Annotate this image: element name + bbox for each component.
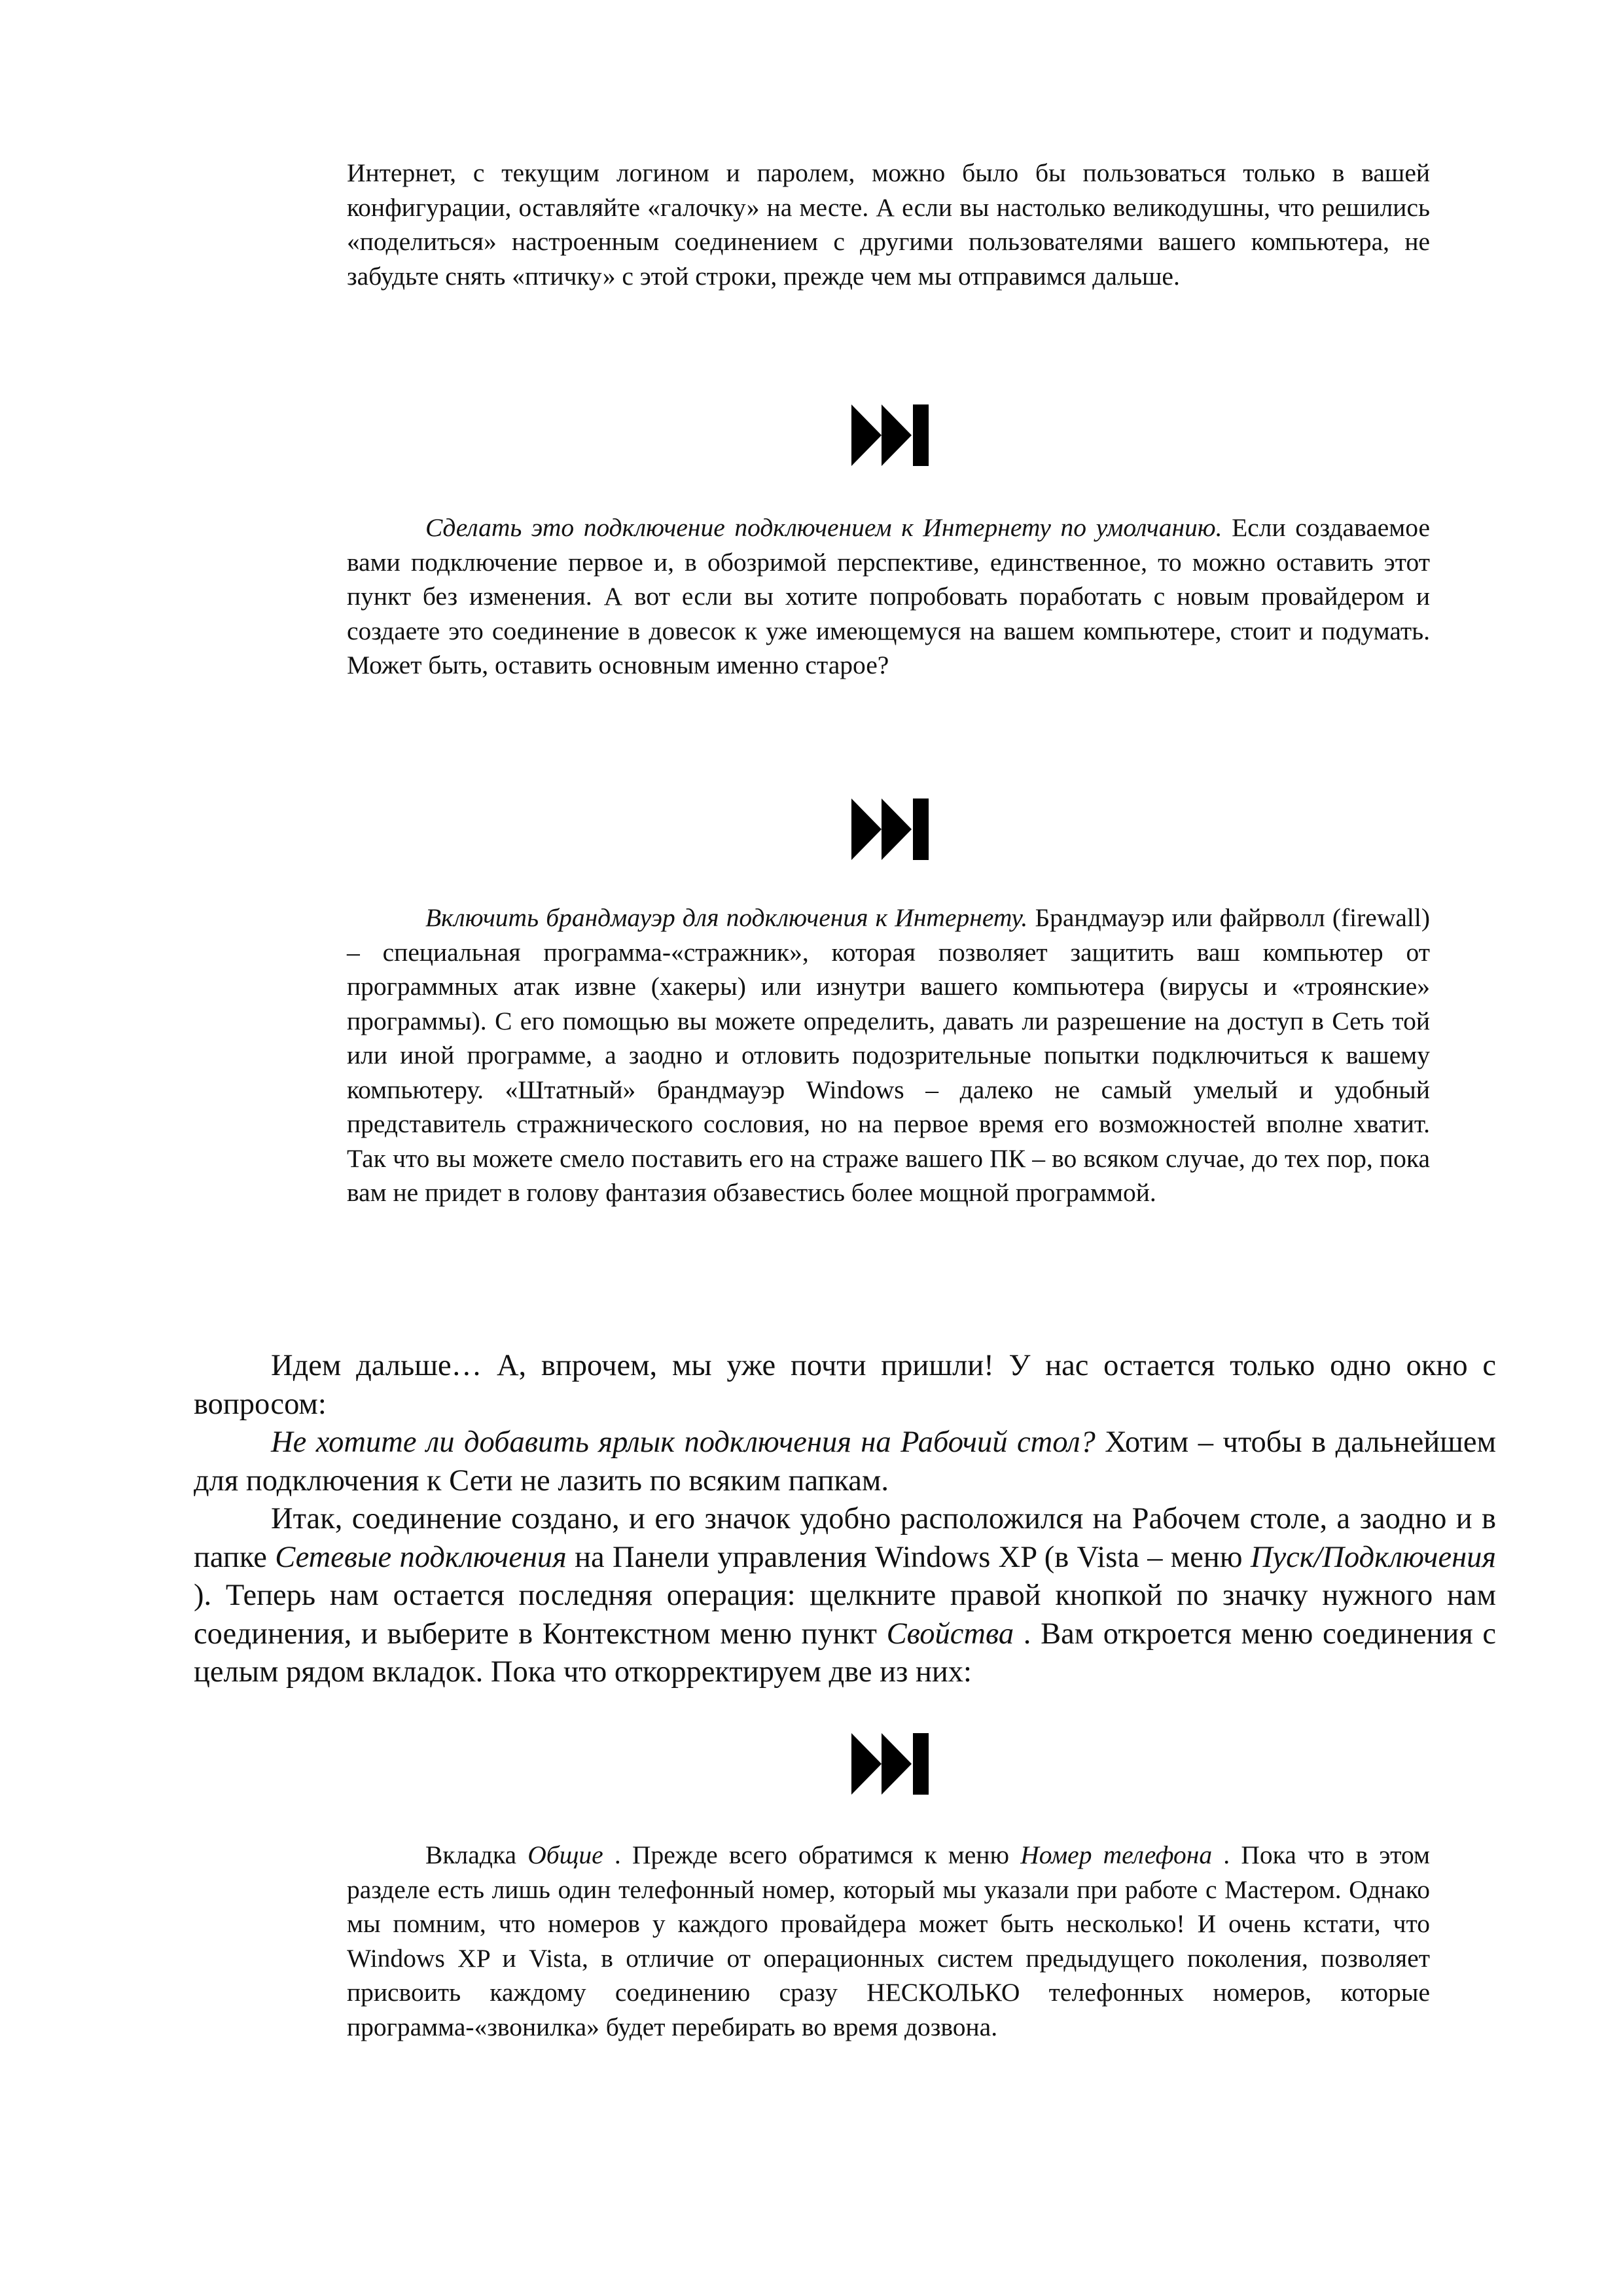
shortcut-question: Не хотите ли добавить ярлык подключения на Рабочий стол?	[271, 1426, 1096, 1459]
default-connection-paragraph	[347, 511, 1430, 683]
general-tab-name: Общие	[527, 1840, 603, 1869]
main-p3-text-a: Итак, соединение создано, и его значок удобно расположился на Рабочем столе, а заодно и в папке	[194, 1502, 1496, 1574]
general-tab-paragraph	[347, 1838, 1430, 2044]
general-tab-text-b: . Прежде всего обратимся к меню	[614, 1840, 1009, 1869]
fast-forward-icon	[847, 793, 933, 865]
main-paragraph-1: Идем дальше… А, впрочем, мы уже почти пришли! У нас остается только одно окно с вопросом:	[194, 1349, 1496, 1421]
main-p3-text-d: . Вам откроется меню соединения с целым рядом вкладок. Пока что откорректируем две из них:	[194, 1617, 1497, 1689]
fast-forward-icon	[847, 1728, 933, 1800]
fast-forward-icon	[847, 399, 933, 471]
network-connections-folder: Сетевые подключения	[275, 1540, 567, 1574]
general-tab-text-a: Вкладка	[425, 1840, 517, 1869]
start-connections-menu: Пуск/Подключения	[1250, 1540, 1497, 1574]
firewall-option-label: Включить брандмауэр для подключения к Интернету.	[425, 903, 1028, 932]
main-paragraph-2	[194, 1424, 1496, 1500]
main-paragraph-3	[194, 1500, 1496, 1692]
properties-menu-item: Свойства	[886, 1617, 1014, 1651]
default-connection-text: Если создаваемое вами подключение первое и, в обозримой перспективе, единственное, то можно оставить этот пункт без изменения. А вот если вы хотите попробовать поработать с новым провайдером и создаете это соединение в довесок к уже имеющемуся на вашем компьютере, стоит и подумать. Может быть, оставить основным именно старое?	[347, 513, 1430, 679]
intro-text: Интернет, с текущим логином и паролем, можно было бы пользоваться только в вашей конфигурации, оставляйте «галочку» на месте. А если вы настолько великодушны, что решились «поделиться» настроенным соединением с другими пользователями вашего компьютера, не забудьте снять «птичку» с этой строки, прежде чем мы отправимся дальше.	[347, 158, 1430, 291]
general-tab-text-c: . Пока что в этом разделе есть лишь один телефонный номер, который мы указали при работе с Мастером. Однако мы помним, что номеров у каждого провайдера может быть несколько! И очень кстати, что Windows XP и Vista, в отличие от операционных систем предыдущего поколения, позволяет присвоить каждому соединению сразу НЕСКОЛЬКО телефонных номеров, которые программа-«звонилка» будет перебирать во время дозвона.	[347, 1840, 1431, 2041]
firewall-paragraph	[347, 901, 1430, 1210]
shortcut-answer: Хотим – чтобы в дальнейшем для подключения к Сети не лазить по всяким папкам.	[194, 1426, 1496, 1498]
phone-number-menu: Номер телефона	[1020, 1840, 1213, 1869]
main-p3-text-b: на Панели управления Windows XP (в Vista – меню	[575, 1540, 1243, 1574]
main-text	[194, 1347, 1496, 1692]
default-connection-option-label: Сделать это подключение подключением к Интернету по умолчанию.	[425, 513, 1222, 542]
firewall-text: Брандмауэр или файрволл (firewall) – специальная программа-«стражник», которая позволяет защитить ваш компьютер от программных атак извне (хакеры) или изнутри вашего компьютера (вирусы и «троянские» программы). С его помощью вы можете определить, давать ли разрешение на доступ в Сеть той или иной программе, а заодно и отловить подозрительные попытки подключиться к вашему компьютеру. «Штатный» брандмауэр Windows – далеко не самый умелый и удобный представитель стражнического сословия, но на первое время его возможностей вполне хватит. Так что вы можете смело поставить его на страже вашего ПК – во всяком случае, до тех пор, пока вам не придет в голову фантазия обзавестись более мощной программой.	[347, 903, 1430, 1207]
intro-paragraph	[347, 156, 1430, 293]
main-p3-text-c: ). Теперь нам остается последняя операция: щелкните правой кнопкой по значку нужного нам соединения, и выберите в Контекстном меню пункт	[194, 1579, 1496, 1651]
